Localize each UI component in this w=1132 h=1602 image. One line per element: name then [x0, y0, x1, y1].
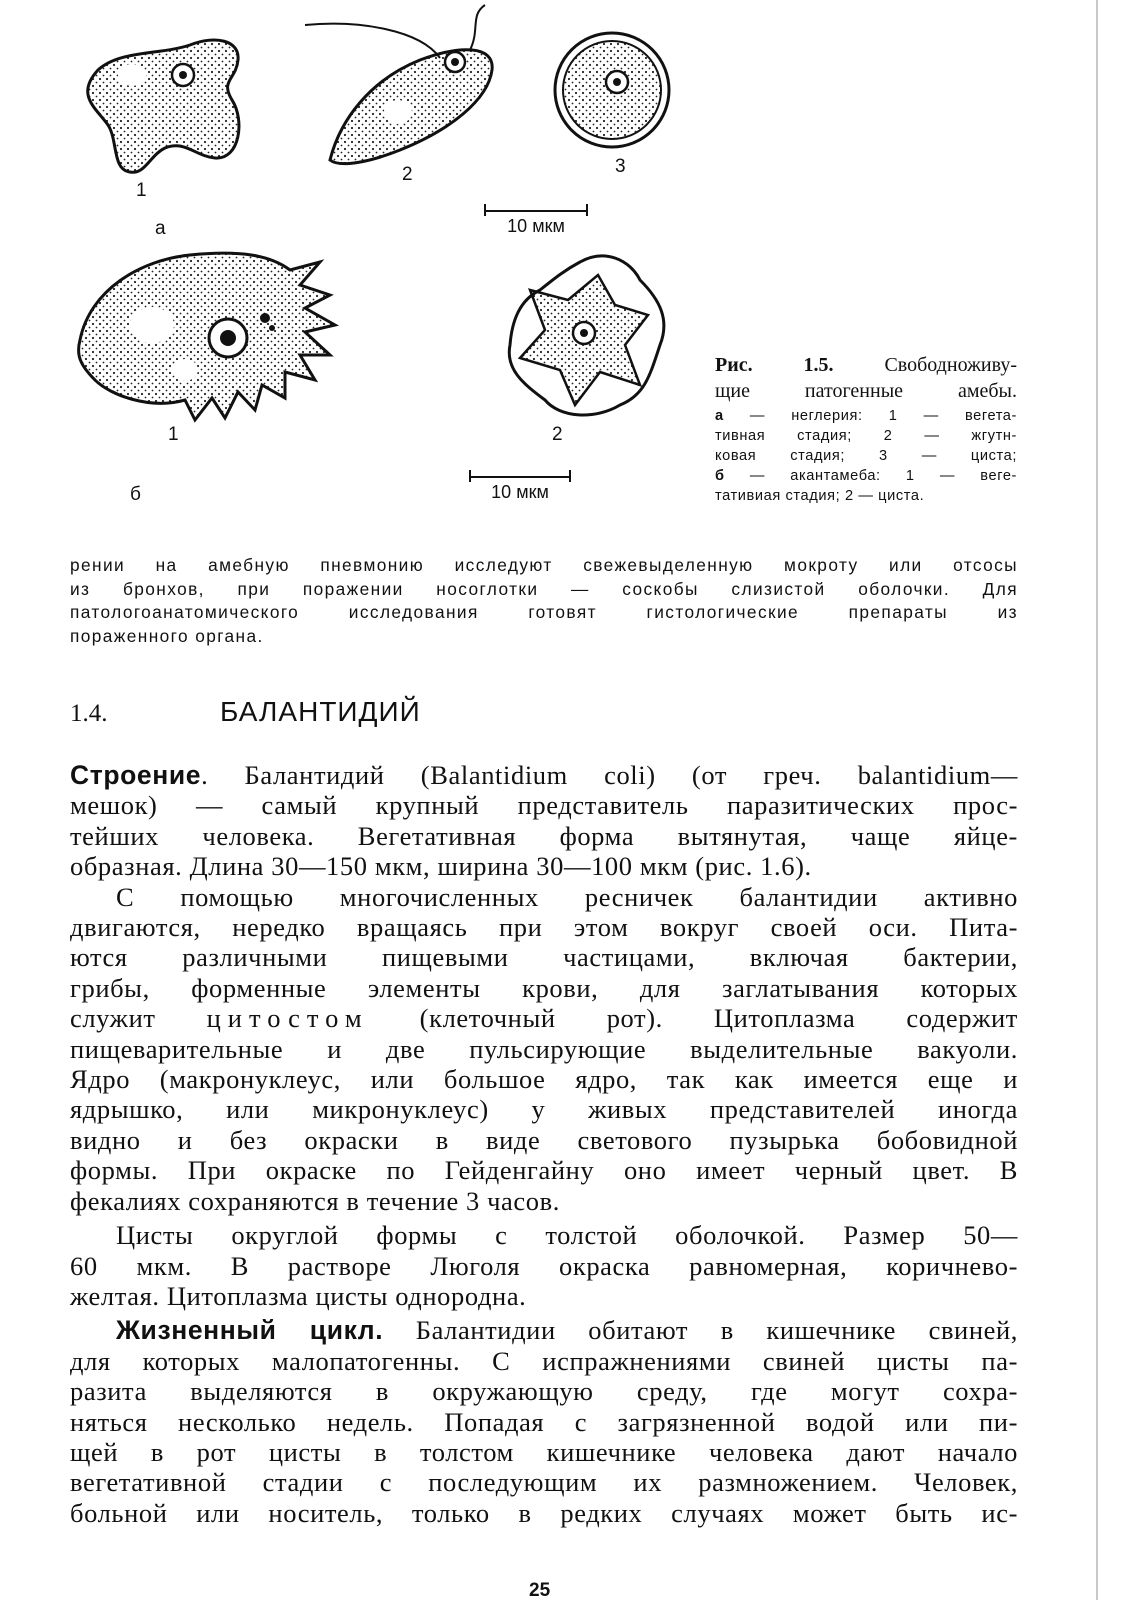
text-line: Строение. Балантидий (Balantidium coli) (от греч. balantidium— [70, 760, 1018, 790]
text-line: двигаются, нередко вращаясь при этом вокруг своей оси. Пита- [70, 912, 1018, 943]
fig-label-a2: 2 [402, 164, 413, 185]
text-line: вегетативной стадии с последующим их размножением. Человек, [70, 1467, 1018, 1498]
text-line: мешок) — самый крупный представитель паразитических прос- [70, 790, 1018, 821]
caption-title-number: 1.5. [803, 354, 834, 376]
scale-bar-bottom-label: 10 мкм [491, 482, 549, 502]
run-in-heading: Строение [70, 760, 202, 790]
text-line: образная. Длина 30—150 мкм, ширина 30—100 мкм (рис. 1.6). [70, 851, 812, 882]
scale-bar-top-label: 10 мкм [507, 216, 565, 236]
text-line: тейших человека. Вегетативная форма вытянутая, чаще яйце- [70, 820, 1018, 851]
acanthamoeba-cyst-drawing [509, 256, 664, 415]
fig-label-a1: 1 [136, 180, 147, 201]
text-line: больной или носитель, только в редких случаях может быть ис- [70, 1497, 1018, 1528]
text-line: Цисты округлой формы с толстой оболочкой. Размер 50— [116, 1220, 1018, 1251]
text-line: из бронхов, при поражении носоглотки — соскобы слизистой оболочки. Для [70, 578, 1018, 599]
text-line: щей в рот цисты в толстом кишечнике человека дают начало [70, 1436, 1018, 1467]
text-line: формы. При окраске по Гейденгайну оно имеет черный цвет. В [70, 1155, 1018, 1186]
text-line: патологоанатомического исследования готовят гистологические препараты из [70, 602, 1018, 622]
text-line: Жизненный цикл. Балантидии обитают в кишечнике свиней, [116, 1315, 1018, 1346]
fig-label-a3: 3 [615, 156, 626, 177]
run-in-heading: Жизненный цикл. [116, 1315, 384, 1346]
section-title: БАЛАНТИДИЙ [220, 696, 421, 727]
caption-title [715, 352, 1017, 378]
spaced-term: цитостом [206, 1003, 369, 1034]
text-line: 60 мкм. В растворе Люголя окраска равномерная, коричнево- [70, 1250, 1018, 1281]
caption-title-prefix: Рис. [715, 354, 753, 376]
naegleria-vegetative-drawing [88, 40, 239, 172]
text-line: рении на амебную пневмонию исследуют свежевыделенную мокроту или отсосы [70, 555, 1018, 575]
scale-bar-top [484, 204, 588, 238]
section-number: 1.4. [70, 700, 108, 727]
text-line: фекалиях сохраняются в течение 3 часов. [70, 1185, 560, 1216]
caption-title-text: Свободноживу- [884, 354, 1018, 376]
text-line: видно и без окраски в виде светового пузырька бобовидной [70, 1124, 1018, 1155]
caption-line: б — акантамеба: 1 — веге- [715, 468, 1017, 484]
fig-label-b2: 2 [552, 424, 563, 445]
text-line: С помощью многочисленных ресничек балантидии активно [116, 881, 1018, 912]
acanthamoeba-vegetative-drawing [79, 253, 335, 420]
text-line: пораженного органа. [70, 625, 264, 646]
main-text [70, 760, 1018, 1528]
text-line: желтая. Цитоплазма цисты однородна. [70, 1280, 527, 1311]
text-line: служит цитостом (клеточный рот). Цитоплазма содержит [70, 1003, 1018, 1034]
small-print-paragraph [70, 554, 1018, 648]
fig-label-b1: 1 [168, 424, 179, 445]
text-line: пищеварительные и две пульсирующие выделительные вакуоли. [70, 1033, 1018, 1064]
caption-line: ковая стадия; 3 — циста; [715, 448, 1017, 464]
page-edge-line [1096, 0, 1098, 1600]
fig-label-b: б [130, 484, 141, 505]
naegleria-flagellate-drawing [305, 5, 492, 164]
page-number: 25 [529, 1580, 551, 1601]
figure-caption [715, 352, 1017, 506]
text-line: для которых малопатогенны. С испражнениями свиней цисты па- [70, 1345, 1018, 1376]
text-line: грибы, форменные элементы крови, для заглатывания которых [70, 972, 1018, 1003]
caption-line: а — неглерия: 1 — вегета- [715, 408, 1017, 424]
fig-label-a: а [155, 218, 166, 239]
caption-title-line2: щие патогенные амебы. [715, 380, 1017, 402]
text-line: няться несколько недель. Попадая с загрязненной водой или пи- [70, 1406, 1018, 1437]
text-line: Ядро (макронуклеус, или большое ядро, так как имеется еще и [70, 1064, 1018, 1095]
naegleria-cyst-drawing [555, 33, 669, 147]
scale-bar-bottom [469, 470, 571, 504]
text-line: разита выделяются в окружающую среду, где могут сохра- [70, 1376, 1018, 1407]
caption-line: тативиая стадия; 2 — циста. [715, 488, 925, 504]
text-line: ются различными пищевыми частицами, включая бактерии, [70, 942, 1018, 973]
caption-line: тивная стадия; 2 — жгутн- [715, 428, 1017, 444]
text-line: ядрышко, или микронуклеус) у живых представителей иногда [70, 1094, 1018, 1125]
